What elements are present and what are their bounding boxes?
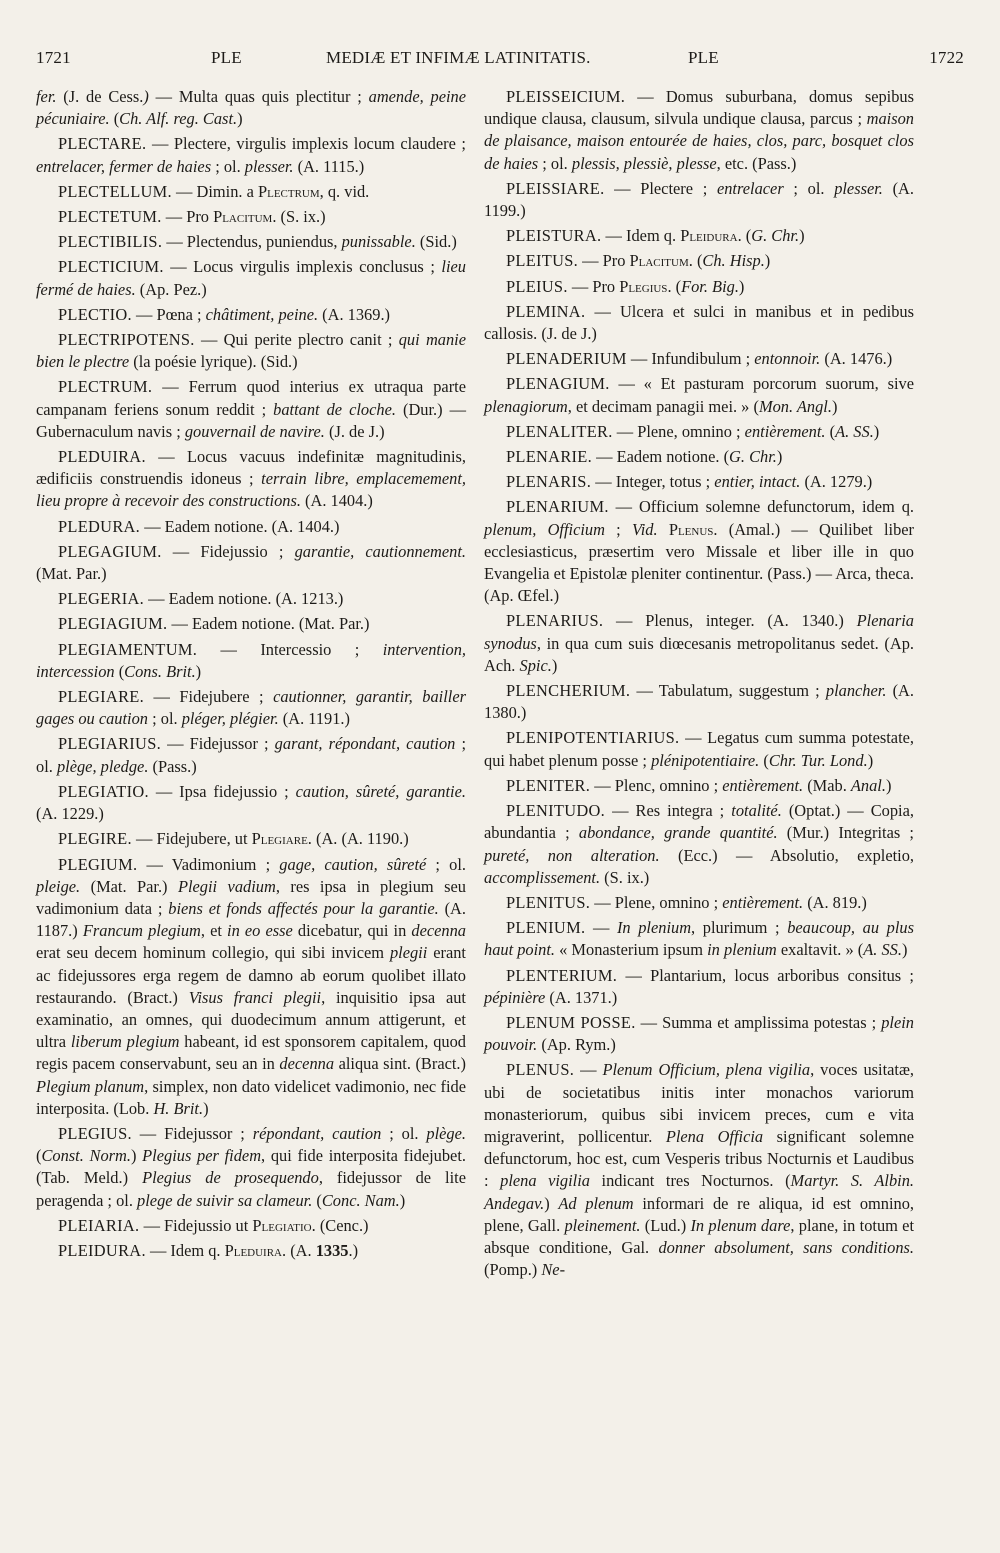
dictionary-entry: PLEISTURA. — Idem q. Pleidura. (G. Chr.) bbox=[506, 226, 805, 246]
dictionary-entry: PLEGIARIUS. — Fidejussor ; garant, répondant, caution ; ol. plège, pledge. (Pass.) bbox=[36, 734, 466, 776]
dictionary-entry: PLEIARIA. — Fidejussio ut Plegiatio. (Cenc.) bbox=[58, 1215, 369, 1235]
dictionary-entry: PLENAGIUM. — « Et pasturam porcorum suorum, sive plenagiorum, et decimam panagii mei. » (Mon. Angl.) bbox=[484, 374, 914, 416]
dictionary-entry: PLEITUS. — Pro Placitum. (Ch. Hisp.) bbox=[506, 251, 771, 271]
dictionary-entry: PLEIUS. — Pro Plegius. (For. Big.) bbox=[506, 276, 745, 296]
dictionary-entry: PLEDUIRA. — Locus vacuus indefinitæ magnitudinis, ædificiis construendis idoneus ; terrain libre, emplacemement, lieu propre à recevoir des constructions. (A. 1404.) bbox=[36, 447, 466, 511]
dictionary-entry: PLECTELLUM. — Dimin. a Plectrum, q. vid. bbox=[58, 181, 370, 201]
dictionary-entry: PLEGIAGIUM. — Eadem notione. (Mat. Par.) bbox=[58, 614, 370, 634]
page-number-right: 1722 bbox=[929, 48, 964, 67]
dictionary-entry: PLEISSIARE. — Plectere ; entrelacer ; ol. plesser. (A. 1199.) bbox=[484, 178, 914, 221]
dictionary-entry: PLECTRIPOTENS. — Qui perite plectro canit ; qui manie bien le plectre (la poésie lyrique). (Sid.) bbox=[36, 330, 466, 372]
guide-word-left: PLE bbox=[211, 48, 242, 67]
dictionary-entry: PLENARIS. — Integer, totus ; entier, intact. (A. 1279.) bbox=[506, 472, 873, 492]
dictionary-entry: PLENIPOTENTIARIUS. — Legatus cum summa potestate, qui habet plenum posse ; plénipotentiaire. (Chr. Tur. Lond.) bbox=[484, 728, 914, 770]
dictionary-entry: PLENTERIUM. — Plantarium, locus arboribus consitus ; pépinière (A. 1371.) bbox=[484, 965, 914, 1007]
dictionary-entry: PLENITER. — Plenc, omnino ; entièrement. (Mab. Anal.) bbox=[506, 775, 892, 795]
dictionary-entry: PLECTIBILIS. — Plectendus, puniendus, punissable. (Sid.) bbox=[58, 232, 457, 252]
running-title: MEDIÆ ET INFIMÆ LATINITATIS. bbox=[326, 48, 591, 67]
guide-word-right: PLE bbox=[688, 48, 719, 67]
dictionary-entry: PLEIDURA. — Idem q. Pleduira. (A. 1335.) bbox=[58, 1240, 359, 1260]
page-number-left: 1721 bbox=[36, 48, 71, 67]
dictionary-entry: PLENARIE. — Eadem notione. (G. Chr.) bbox=[506, 447, 783, 467]
dictionary-entry: PLECTRUM. — Ferrum quod interius ex utraqua parte campanam feriens sonum reddit ; battant de cloche. (Dur.) — Gubernaculum navis ; gouvernail de navire. (J. de J.) bbox=[36, 377, 466, 441]
dictionary-entry: PLENCHERIUM. — Tabulatum, suggestum ; plancher. (A. 1380.) bbox=[484, 681, 914, 723]
dictionary-entry: PLEGIUS. — Fidejussor ; répondant, caution ; ol. plège. (Const. Norm.) Plegius per fidem, qui fide interposita fidejubet. (Tab. Meld.) Plegius de prosequendo, fidejussor de lite peragenda ; ol. plege de suivir sa clameur. (Conc. Nam.) bbox=[36, 1123, 466, 1210]
dictionary-entry: PLEGIARE. — Fidejubere ; cautionner, garantir, bailler gages ou caution ; ol. pléger, plégier. (A. 1191.) bbox=[36, 687, 466, 729]
dictionary-entry: PLEISSEICIUM. — Domus suburbana, domus sepibus undique clausa, clausum, silvula undique clausa, parcus ; maison de plaisance, maison entourée de haies, clos, parc, bosquet clos de haies ; ol. plessis, plessiè, plesse, etc. (Pass.) bbox=[484, 87, 914, 173]
left-column bbox=[36, 86, 466, 1265]
dictionary-entry: PLEMINA. — Ulcera et sulci in manibus et in pedibus callosis. (J. de J.) bbox=[484, 301, 914, 344]
dictionary-entry: PLENITUS. — Plene, omnino ; entièrement. (A. 819.) bbox=[506, 892, 867, 912]
dictionary-entry: PLECTETUM. — Pro Placitum. (S. ix.) bbox=[58, 207, 326, 227]
dictionary-entry: PLEGIUM. — Vadimonium ; gage, caution, sûreté ; ol. pleige. (Mat. Par.) Plegii vadium, res ipsa in plegium seu vadimonium data ; biens et fonds affectés pour la garantie. (A. 1187.) Francum plegium, et in eo esse dicebatur, qui in decenna erat seu decem hominum collegio, qui sibi invicem plegii erant ac fidejussores erga regem de damno ab eorum quolibet illato restaurando. (Bract.) Visus franci plegii, inquisitio ipsa aut examinatio, an omnes, qui duodecimum annum attigerunt, et ultra liberum plegium habeant, id est sponsorem capitalem, quod regis pacem conservabunt, seu an in decenna aliqua sint. (Bract.) Plegium planum, simplex, non dato videlicet vadimonio, nec fide interposita. (Lob. H. Brit.) bbox=[36, 854, 466, 1118]
dictionary-entry: PLECTICIUM. — Locus virgulis implexis conclusus ; lieu fermé de haies. (Ap. Pez.) bbox=[36, 257, 466, 299]
dictionary-entry: PLEDURA. — Eadem notione. (A. 1404.) bbox=[58, 516, 340, 536]
dictionary-entry: PLENITUDO. — Res integra ; totalité. (Optat.) — Copia, abundantia ; abondance, grande quantité. (Mur.) Integritas ; pureté, non alteration. (Ecc.) — Absolutio, expletio, accomplissement. (S. ix.) bbox=[484, 801, 914, 887]
dictionary-entry: PLEGAGIUM. — Fidejussio ; garantie, cautionnement. (Mat. Par.) bbox=[36, 541, 466, 584]
dictionary-entry: PLECTIO. — Pœna ; châtiment, peine. (A. 1369.) bbox=[58, 304, 391, 324]
page-header bbox=[36, 48, 964, 74]
dictionary-entry: PLENARIUS. — Plenus, integer. (A. 1340.) Plenaria synodus, in qua cum suis diœcesanis metropolitanus sedet. (Ap. Ach. Spic.) bbox=[484, 611, 914, 675]
dictionary-entry: PLENIUM. — In plenium, plurimum ; beaucoup, au plus haut point. « Monasterium ipsum in plenium exaltavit. » (A. SS.) bbox=[484, 918, 914, 960]
dictionary-entry: PLENARIUM. — Officium solemne defunctorum, idem q. plenum, Officium ; Vid. Plenus. (Amal.) — Quilibet liber ecclesiasticus, præsertim vero Missale et liber ille in quo Evangelia et Epistolæ pleniter continentur. (Pass.) — Arca, theca. (Ap. Œfel.) bbox=[484, 497, 914, 606]
dictionary-entry: PLENALITER. — Plene, omnino ; entièrement. (A. SS.) bbox=[506, 421, 880, 441]
dictionary-entry: PLEGIRE. — Fidejubere, ut Plegiare. (A. (A. 1190.) bbox=[58, 829, 409, 849]
dictionary-entry: PLENUM POSSE. — Summa et amplissima potestas ; plein pouvoir. (Ap. Rym.) bbox=[484, 1012, 914, 1055]
dictionary-entry: PLENADERIUM — Infundibulum ; entonnoir. (A. 1476.) bbox=[506, 349, 893, 369]
dictionary-entry: PLEGIAMENTUM. — Intercessio ; intervention, intercession (Cons. Brit.) bbox=[36, 639, 466, 681]
dictionary-entry: PLEGERIA. — Eadem notione. (A. 1213.) bbox=[58, 589, 344, 609]
dictionary-entry: fer. (J. de Cess.) — Multa quas quis plectitur ; amende, peine pécuniaire. (Ch. Alf. reg. Cast.) bbox=[36, 87, 466, 129]
dictionary-entry: PLEGIATIO. — Ipsa fidejussio ; caution, sûreté, garantie. (A. 1229.) bbox=[36, 781, 466, 824]
right-column bbox=[484, 86, 914, 1284]
dictionary-entry: PLENUS. — Plenum Officium, plena vigilia, voces usitatæ, ubi de societatibus initis inter monachos variorum monasteriorum, quibus sibi invicem preces, cum e vita migraverint, pollicentur. Plena Officia significant solemne defunctorum, hoc est, cum Vesperis tribus Nocturnis et Laudibus : plena vigilia indicant tres Nocturnos. (Martyr. S. Albin. Andegav.) Ad plenum informari de re aliqua, id est omnino, plene, Gall. pleinement. (Lud.) In plenum dare, plane, in totum et absque conditione, Gal. donner absolument, sans conditions. (Pomp.) Ne- bbox=[484, 1060, 915, 1280]
dictionary-entry: PLECTARE. — Plectere, virgulis implexis locum claudere ; entrelacer, fermer de haies ; ol. plesser. (A. 1115.) bbox=[36, 134, 466, 176]
